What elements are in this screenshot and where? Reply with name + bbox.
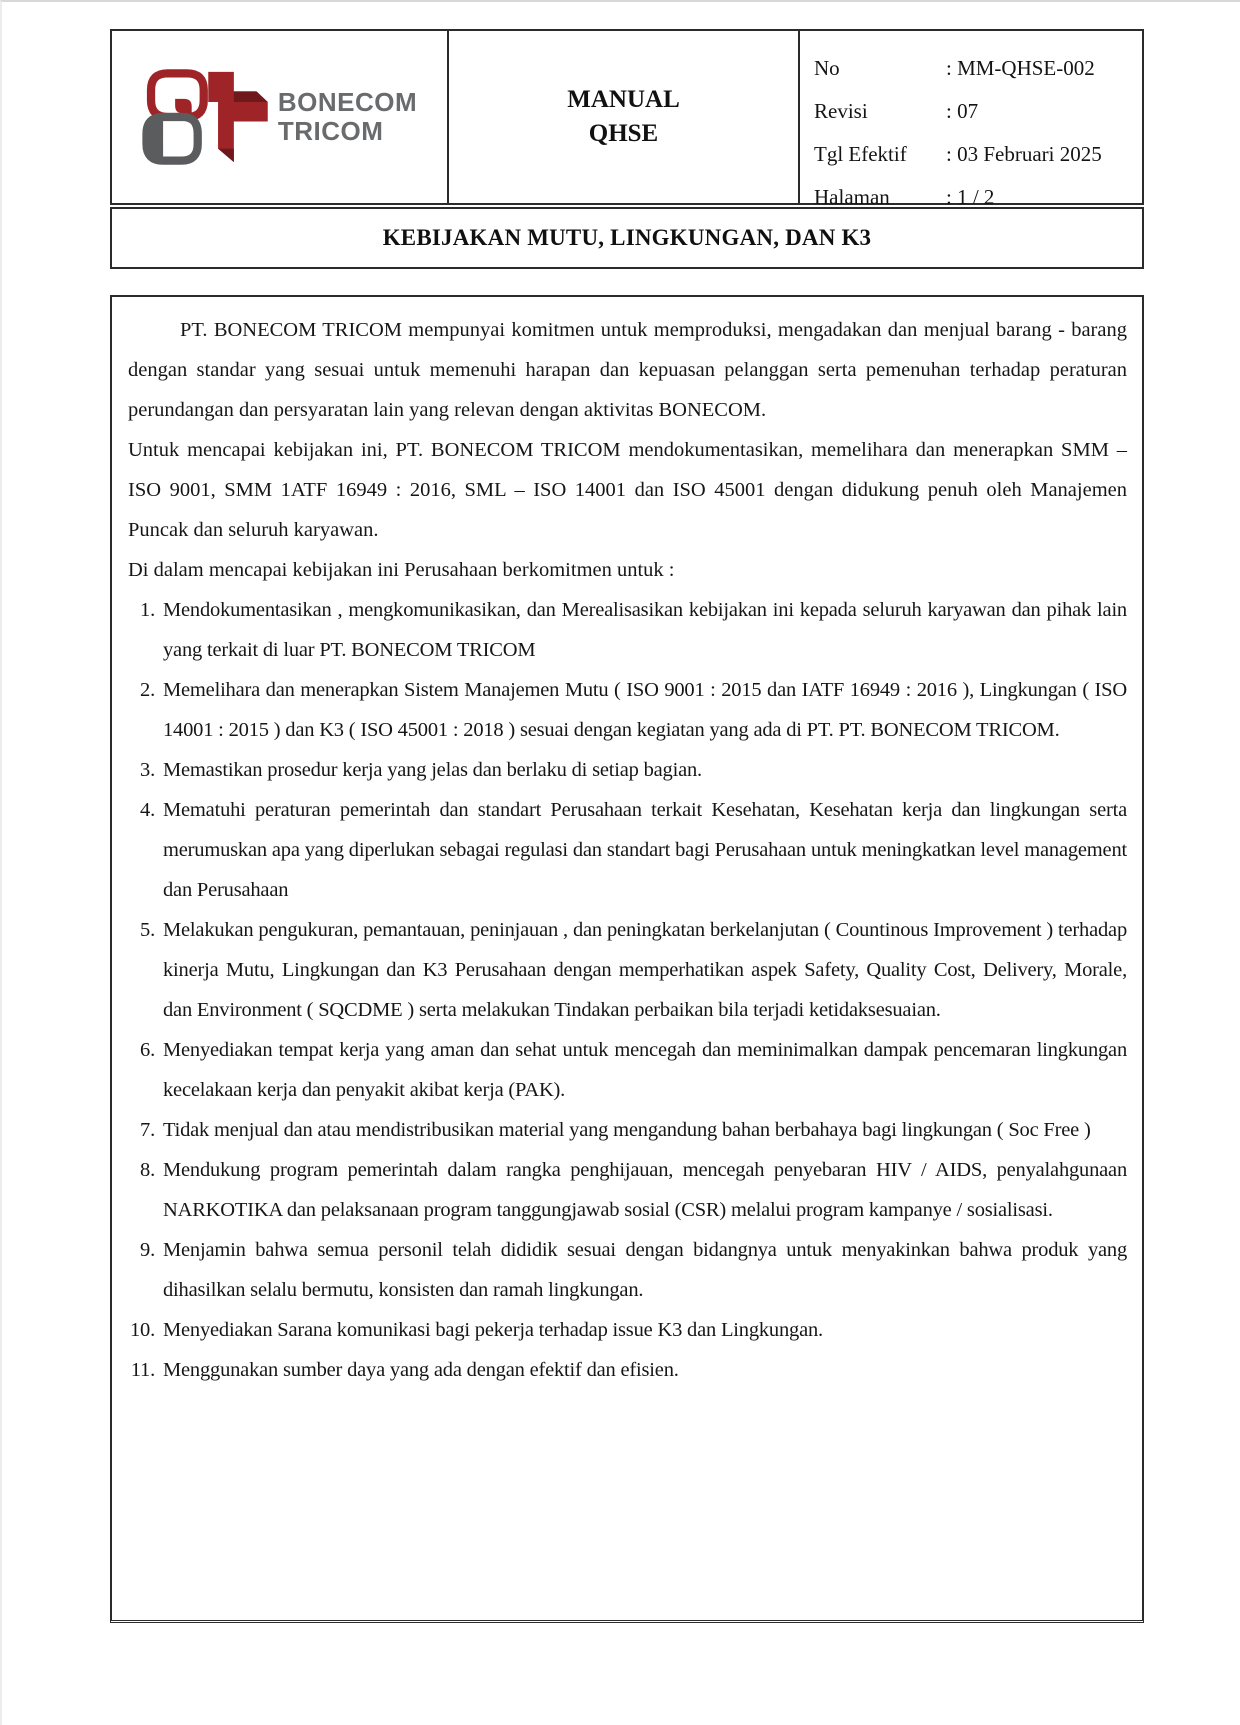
- policy-paragraph: Untuk mencapai kebijakan ini, PT. BONECOM TRICOM mendokumentasikan, memelihara dan menerapkan SMM – ISO 9001, SMM 1ATF 16949 : 2016, SML – ISO 14001 dan ISO 45001 dengan didukung penuh oleh Manajemen Puncak dan seluruh karyawan.: [128, 439, 1127, 541]
- policy-list-item: [128, 1350, 1127, 1390]
- doc-type-cell: [449, 31, 800, 203]
- list-item-text: Menyediakan tempat kerja yang aman dan sehat untuk mencegah dan meminimalkan dampak pencemaran lingkungan kecelakaan kerja dan penyakit akibat kerja (PAK).: [163, 1039, 1127, 1101]
- list-item-text: Mendokumentasikan , mengkomunikasikan, dan Merealisasikan kebijakan ini kepada seluruh karyawan dan pihak lain yang terkait di luar PT. BONECOM TRICOM: [163, 599, 1127, 661]
- list-item-number: 3.: [140, 759, 155, 781]
- logo-mark-icon: [142, 61, 270, 173]
- meta-label: Revisi: [814, 99, 868, 123]
- policy-paragraph: PT. BONECOM TRICOM mempunyai komitmen untuk memproduksi, mengadakan dan menjual barang - barang dengan standar yang sesuai untuk memenuhi harapan dan kepuasan pelanggan serta pemenuhan terhadap peraturan perundangan dan persyaratan lain yang relevan dengan aktivitas BONECOM.: [128, 319, 1127, 421]
- meta-label: Halaman: [814, 185, 890, 209]
- document-title: KEBIJAKAN MUTU, LINGKUNGAN, DAN K3: [382, 225, 872, 250]
- policy-list-item: [128, 910, 1127, 1030]
- list-item-text: Menggunakan sumber daya yang ada dengan efektif dan efisien.: [163, 1359, 679, 1381]
- meta-row-tgl-efektif: [814, 133, 1136, 176]
- policy-paragraph: Di dalam mencapai kebijakan ini Perusahaan berkomitmen untuk :: [128, 559, 675, 581]
- list-item-text: Menjamin bahwa semua personil telah dididik sesuai dengan bidangnya untuk menyakinkan bahwa produk yang dihasilkan selalu bermutu, konsisten dan ramah lingkungan.: [163, 1239, 1127, 1301]
- meta-value: : 1 / 2: [946, 185, 995, 209]
- list-item-text: Tidak menjual dan atau mendistribusikan material yang mengandung bahan berbahaya bagi lingkungan ( Soc Free ): [163, 1119, 1091, 1141]
- doc-type-line2: QHSE: [588, 120, 659, 147]
- policy-list-item: [128, 1030, 1127, 1110]
- meta-row-revisi: [814, 90, 1136, 133]
- company-name-line1: BONECOM: [277, 87, 418, 117]
- policy-list-item: [128, 750, 1127, 790]
- logo-cell: [112, 31, 449, 203]
- list-item-text: Mendukung program pemerintah dalam rangka penghijauan, mencegah penyebaran HIV / AIDS, penyalahgunaan NARKOTIKA dan pelaksanaan program tanggungjawab sosial (CSR) melalui program kampanye / sosialisasi.: [163, 1159, 1127, 1221]
- meta-label: Tgl Efektif: [814, 142, 907, 166]
- list-item-number: 7.: [140, 1119, 155, 1141]
- list-item-text: Melakukan pengukuran, pemantauan, peninjauan , dan peningkatan berkelanjutan ( Countinous Improvement ) terhadap kinerja Mutu, Lingkungan dan K3 Perusahaan dengan memperhatikan aspek Safety, Quality Cost, Delivery, Morale, dan Environment ( SQCDME ) serta melakukan Tindakan perbaikan bila terjadi ketidaksesuaian.: [163, 919, 1127, 1021]
- doc-type-line1: MANUAL: [567, 86, 680, 113]
- company-name-line2: TRICOM: [277, 116, 384, 146]
- list-item-number: 8.: [140, 1159, 155, 1181]
- doc-meta-cell: [800, 31, 1142, 209]
- company-name: [278, 88, 417, 146]
- list-item-number: 4.: [140, 799, 155, 821]
- meta-value: : 03 Februari 2025: [946, 142, 1102, 166]
- list-item-number: 6.: [140, 1039, 155, 1061]
- list-item-number: 10.: [129, 1319, 155, 1341]
- policy-list-item: [128, 670, 1127, 750]
- policy-list-item: [128, 790, 1127, 910]
- list-item-number: 2.: [140, 679, 155, 701]
- policy-list: [128, 590, 1127, 1390]
- policy-body: [110, 295, 1144, 1623]
- meta-row-halaman: [814, 176, 1136, 219]
- policy-list-item: [128, 1230, 1127, 1310]
- header-table: [110, 29, 1144, 209]
- policy-list-item: [128, 1150, 1127, 1230]
- list-item-number: 9.: [140, 1239, 155, 1261]
- meta-value: : MM-QHSE-002: [946, 56, 1095, 80]
- policy-list-item: [128, 590, 1127, 670]
- doc-type-title: [567, 83, 680, 151]
- list-item-text: Mematuhi peraturan pemerintah dan standart Perusahaan terkait Kesehatan, Kesehatan kerja dan lingkungan serta merumuskan apa yang diperlukan sebagai regulasi dan standart bagi Perusahaan untuk meningkatkan level management dan Perusahaan: [163, 799, 1127, 901]
- list-item-number: 5.: [140, 919, 155, 941]
- list-item-text: Menyediakan Sarana komunikasi bagi pekerja terhadap issue K3 dan Lingkungan.: [163, 1319, 823, 1341]
- meta-row-no: [814, 47, 1136, 90]
- policy-list-item: [128, 1110, 1127, 1150]
- meta-label: No: [814, 56, 840, 80]
- policy-paragraphs: [128, 310, 1127, 590]
- list-item-text: Memastikan prosedur kerja yang jelas dan berlaku di setiap bagian.: [163, 759, 702, 781]
- company-logo-icon: [142, 61, 270, 173]
- list-item-number: 11.: [130, 1359, 155, 1381]
- list-item-text: Memelihara dan menerapkan Sistem Manajemen Mutu ( ISO 9001 : 2015 dan IATF 16949 : 2016 ), Lingkungan ( ISO 14001 : 2015 ) dan K3 ( ISO 45001 : 2018 ) sesuai dengan kegiatan yang ada di PT. PT. BONECOM TRICOM.: [163, 679, 1127, 741]
- policy-list-item: [128, 1310, 1127, 1350]
- meta-value: : 07: [946, 99, 979, 123]
- list-item-number: 1.: [140, 599, 155, 621]
